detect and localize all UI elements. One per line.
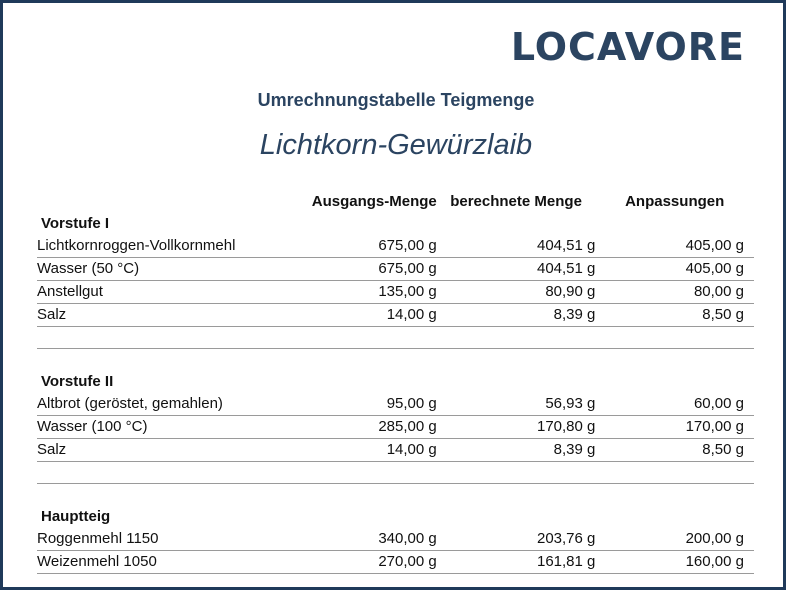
table-row (37, 551, 754, 574)
unit-label: g (587, 441, 596, 458)
unit-label: g (587, 395, 596, 412)
table-body (37, 213, 754, 574)
anpassung-value-cell (595, 281, 754, 304)
ingredient-name: Salz (37, 304, 272, 327)
anpassung-value-cell (595, 393, 754, 416)
unit-label: g (428, 306, 437, 323)
table-row (37, 304, 754, 327)
berechnete-menge-value: 8,39 (553, 306, 583, 323)
unit-label: g (428, 530, 437, 547)
berechnete-menge-value-cell (437, 551, 596, 574)
table-row (37, 393, 754, 416)
header-anpassungen: Anpassungen (625, 193, 725, 210)
berechnete-menge-value: 8,39 (553, 441, 583, 458)
anpassung-value: 160,00 (685, 553, 732, 570)
table-row (37, 258, 754, 281)
table-row (37, 416, 754, 439)
ingredient-name: Roggenmehl 1150 (37, 528, 272, 551)
ausgangs-menge-value-cell (272, 439, 437, 462)
unit-label: g (587, 530, 596, 547)
anpassung-value: 8,50 (702, 441, 732, 458)
berechnete-menge-value-cell (437, 281, 596, 304)
section-row (37, 213, 754, 235)
ausgangs-menge-value: 270,00 (378, 553, 425, 570)
ausgangs-menge-value-cell (272, 393, 437, 416)
berechnete-menge-value: 203,76 (536, 530, 583, 547)
header-ausgangs-menge: Ausgangs-Menge (311, 193, 437, 210)
anpassung-value-cell (595, 528, 754, 551)
ausgangs-menge-value: 675,00 (378, 260, 425, 277)
unit-label: g (428, 237, 437, 254)
anpassung-value: 60,00 (693, 395, 732, 412)
ingredient-name: Altbrot (geröstet, gemahlen) (37, 393, 272, 416)
unit-label: g (735, 283, 744, 300)
ingredient-name: Weizenmehl 1050 (37, 551, 272, 574)
unit-label: g (587, 306, 596, 323)
ausgangs-menge-value-cell (272, 416, 437, 439)
section-row (37, 371, 754, 393)
conversion-table (37, 191, 754, 574)
unit-label: g (735, 530, 744, 547)
unit-label: g (587, 553, 596, 570)
unit-label: g (587, 260, 596, 277)
ausgangs-menge-value-cell (272, 551, 437, 574)
table-row (37, 281, 754, 304)
berechnete-menge-value-cell (437, 416, 596, 439)
unit-label: g (735, 306, 744, 323)
header-berechnete-menge: berechnete Menge (450, 193, 582, 210)
spacer-row (37, 484, 754, 507)
berechnete-menge-value-cell (437, 304, 596, 327)
anpassung-value-cell (595, 258, 754, 281)
table-row (37, 439, 754, 462)
unit-label: g (587, 283, 596, 300)
unit-label: g (428, 553, 437, 570)
anpassung-value-cell (595, 235, 754, 258)
ausgangs-menge-value: 675,00 (378, 237, 425, 254)
anpassung-value: 405,00 (685, 260, 732, 277)
separator-row (37, 462, 754, 484)
berechnete-menge-value-cell (437, 235, 596, 258)
berechnete-menge-value: 56,93 (545, 395, 583, 412)
unit-label: g (428, 283, 437, 300)
berechnete-menge-value-cell (437, 528, 596, 551)
ausgangs-menge-value-cell (272, 528, 437, 551)
berechnete-menge-value: 170,80 (536, 418, 583, 435)
unit-label: g (735, 553, 744, 570)
ausgangs-menge-value: 285,00 (378, 418, 425, 435)
anpassung-value: 200,00 (685, 530, 732, 547)
separator-row (37, 327, 754, 349)
ausgangs-menge-value-cell (272, 258, 437, 281)
unit-label: g (735, 237, 744, 254)
ingredient-name: Wasser (100 °C) (37, 416, 272, 439)
section-row (37, 506, 754, 528)
ausgangs-menge-value: 340,00 (378, 530, 425, 547)
brand-logo: LOCAVORE (510, 25, 745, 69)
spacer-row (37, 349, 754, 372)
ausgangs-menge-value: 135,00 (378, 283, 425, 300)
berechnete-menge-value: 161,81 (536, 553, 583, 570)
table-header-row (37, 191, 754, 213)
unit-label: g (735, 441, 744, 458)
berechnete-menge-value: 404,51 (536, 260, 583, 277)
section-title: Hauptteig (41, 508, 111, 525)
header-empty (37, 191, 272, 213)
unit-label: g (428, 418, 437, 435)
berechnete-menge-value-cell (437, 439, 596, 462)
table-row (37, 528, 754, 551)
anpassung-value: 8,50 (702, 306, 732, 323)
ingredient-name: Lichtkornroggen-Vollkornmehl (37, 235, 272, 258)
anpassung-value-cell (595, 551, 754, 574)
ausgangs-menge-value: 14,00 (386, 306, 425, 323)
unit-label: g (428, 441, 437, 458)
unit-label: g (735, 395, 744, 412)
anpassung-value-cell (595, 439, 754, 462)
table-row (37, 235, 754, 258)
berechnete-menge-value-cell (437, 393, 596, 416)
recipe-title: Lichtkorn-Gewürzlaib (259, 129, 533, 161)
berechnete-menge-value: 404,51 (536, 237, 583, 254)
unit-label: g (428, 260, 437, 277)
page-subtitle: Umrechnungstabelle Teigmenge (257, 90, 535, 110)
unit-label: g (428, 395, 437, 412)
berechnete-menge-value: 80,90 (545, 283, 583, 300)
section-title: Vorstufe II (41, 373, 114, 390)
ausgangs-menge-value-cell (272, 235, 437, 258)
ingredient-name: Wasser (50 °C) (37, 258, 272, 281)
section-title: Vorstufe I (41, 215, 110, 232)
berechnete-menge-value-cell (437, 258, 596, 281)
unit-label: g (735, 260, 744, 277)
ausgangs-menge-value-cell (272, 304, 437, 327)
ausgangs-menge-value-cell (272, 281, 437, 304)
ausgangs-menge-value: 95,00 (386, 395, 425, 412)
ingredient-name: Salz (37, 439, 272, 462)
unit-label: g (587, 237, 596, 254)
unit-label: g (735, 418, 744, 435)
anpassung-value-cell (595, 304, 754, 327)
anpassung-value: 80,00 (693, 283, 732, 300)
unit-label: g (587, 418, 596, 435)
anpassung-value-cell (595, 416, 754, 439)
anpassung-value: 405,00 (685, 237, 732, 254)
anpassung-value: 170,00 (685, 418, 732, 435)
ingredient-name: Anstellgut (37, 281, 272, 304)
ausgangs-menge-value: 14,00 (386, 441, 425, 458)
